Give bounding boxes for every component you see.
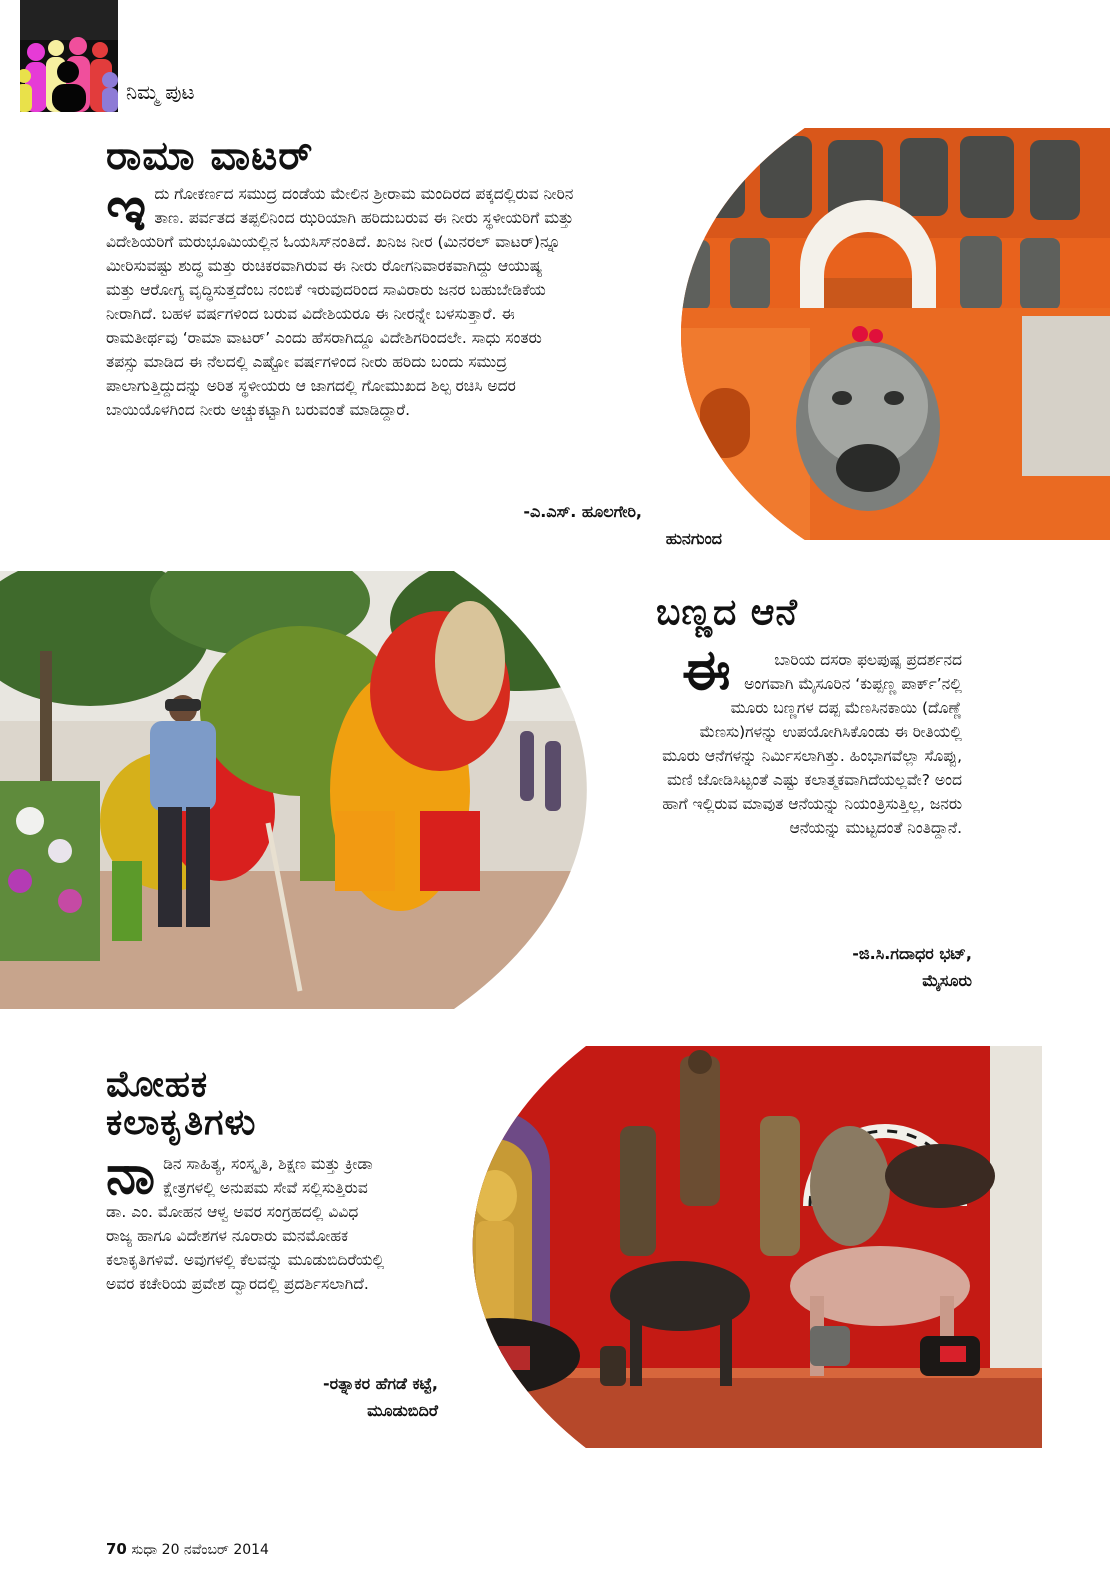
article-title [106,1066,257,1142]
author-place: ಮೂಡುಬಿದಿರೆ [367,1401,438,1420]
page-footer [106,1540,269,1558]
artifacts-display-photo [380,1046,1042,1448]
drop-cap: ನಾ [106,1143,156,1206]
article-title: ಬಣ್ಣದ ಆನೆ [656,592,798,633]
article-body [662,638,962,840]
crowd-silhouette-icon [20,0,118,112]
pepper-elephant-photo [0,571,652,1009]
article-body [106,172,576,422]
article-body [106,1143,386,1296]
drop-cap: ಇ [106,172,147,245]
article-title: ರಾಮಾ ವಾಟರ್ [106,133,314,179]
article-text: ಡಿನ ಸಾಹಿತ್ಯ, ಸಂಸ್ಕೃತಿ, ಶಿಕ್ಷಣ ಮತ್ತು ಕ್ರೀಡಾ ಕ್ಷೇತ್ರಗಳಲ್ಲಿ ಅನುಪಮ ಸೇವೆ ಸಲ್ಲಿಸುತ್ತಿರುವ ಡಾ. ಎಂ. ಮೋಹನ ಆಳ್ವ ಅವರ ಸಂಗ್ರಹದಲ್ಲಿ ವಿವಿಧ ರಾಜ್ಯ ಹಾಗೂ ವಿದೇಶಗಳ ನೂರಾರು ಮನಮೋಹಕ ಕಲಾಕೃತಿಗಳಿವೆ. ಅವುಗಳಲ್ಲಿ ಕೆಲವನ್ನು ಮೂಡುಬಿದಿರೆಯಲ್ಲಿ ಅವರ ಕಚೇರಿಯ ಪ್ರವೇಶ ದ್ವಾರದಲ್ಲಿ ಪ್ರದರ್ಶಿಸಲಾಗಿದೆ. [106,1155,385,1293]
drop-cap: ಈ [682,638,731,703]
section-logo [20,0,118,112]
temple-gomukha-photo [560,128,1110,540]
article-text: ಬಾರಿಯ ದಸರಾ ಫಲಪುಷ್ಪ ಪ್ರದರ್ಶನದ ಅಂಗವಾಗಿ ಮೈಸೂರಿನ ‘ಕುಪ್ಪಣ್ಣ ಪಾರ್ಕ್’ನಲ್ಲಿ ಮೂರು ಬಣ್ಣಗಳ ದಪ್ಪ ಮೆಣಸಿನಕಾಯಿ (ದೊಣ್ಣೆ ಮೆಣಸು)ಗಳನ್ನು ಉಪಯೋಗಿಸಿಕೊಂಡು ಈ ರೀತಿಯಲ್ಲಿ ಮೂರು ಆನೆಗಳನ್ನು ನಿರ್ಮಿಸಲಾಗಿತ್ತು. ಹಿಂಭಾಗವೆಲ್ಲಾ ಸೊಪ್ಪು, ಮಣಿ ಜೋಡಿಸಿಟ್ಟಂತೆ ಎಷ್ಟು ಕಲಾತ್ಮಕವಾಗಿದೆಯಲ್ಲವೇ? ಅಂದ ಹಾಗೆ ಇಲ್ಲಿರುವ ಮಾವುತ ಆನೆಯನ್ನು ನಿಯಂತ್ರಿಸುತ್ತಿಲ್ಲ, ಜನರು ಆನೆಯನ್ನು ಮುಟ್ಟದಂತೆ ನಿಂತಿದ್ದಾನೆ. [662,651,962,837]
author-name: -ಜಿ.ಸಿ.ಗದಾಧರ ಭಟ್, [852,944,972,963]
author-name: -ರತ್ನಾಕರ ಹೆಗಡೆ ಕಟ್ಟೆ, [323,1374,438,1393]
article-title-line: ಮೋಹಕ [106,1064,209,1105]
article-title-line: ಕಲಾಕೃತಿಗಳು [106,1101,257,1143]
author-name: -ಎ.ಎಸ್. ಹೂಲಗೇರಿ, [523,502,642,521]
magazine-name: ಸುಧಾ [131,1542,158,1558]
author-place: ಹುನಗುಂದ [665,529,722,548]
section-label: ನಿಮ್ಮ ಪುಟ [126,80,195,104]
article-byline [523,498,722,552]
article-byline [852,940,972,994]
author-place: ಮೈಸೂರು [922,971,972,990]
article-text: ದು ಗೋಕರ್ಣದ ಸಮುದ್ರ ದಂಡೆಯ ಮೇಲಿನ ಶ್ರೀರಾಮ ಮಂದಿರದ ಪಕ್ಕದಲ್ಲಿರುವ ನೀರಿನ ತಾಣ. ಪರ್ವತದ ತಪ್ಪಲಿನಿಂದ ಝರಿಯಾಗಿ ಹರಿದುಬರುವ ಈ ನೀರು ಸ್ಥಳೀಯರಿಗೆ ಮತ್ತು ವಿದೇಶಿಯರಿಗೆ ಮರುಭೂಮಿಯಲ್ಲಿನ ಓಯಸಿಸ್‌ನಂತಿದೆ. ಖನಿಜ ನೀರ (ಮಿನರಲ್ ವಾಟರ್)ನ್ನೂ ಮೀರಿಸುವಷ್ಟು ಶುದ್ಧ ಮತ್ತು ರುಚಿಕರವಾಗಿರುವ ಈ ನೀರು ರೋಗನಿವಾರಕವಾಗಿದ್ದು ಆಯುಷ್ಯ ಮತ್ತು ಆರೋಗ್ಯ ವೃದ್ಧಿಸುತ್ತದೆಂಬ ನಂಬಿಕೆ ಇರುವುದರಿಂದ ಸಾವಿರಾರು ಜನರ ಬಹುಬೇಡಿಕೆಯ ನೀರಾಗಿದೆ. ಬಹಳ ವರ್ಷಗಳಿಂದ ಬರುವ ವಿದೇಶಿಯರೂ ಈ ನೀರನ್ನೇ ಬಳಸುತ್ತಾರೆ. ಈ ರಾಮತೀರ್ಥವು ‘ರಾಮಾ ವಾಟರ್’ ಎಂದು ಹೆಸರಾಗಿದ್ದೂ ವಿದೇಶಿಗರಿಂದಲೇ. ಸಾಧು ಸಂತರು ತಪಸ್ಸು ಮಾಡಿದ ಈ ನೆಲದಲ್ಲಿ ಎಷ್ಟೋ ವರ್ಷಗಳಿಂದ ನೀರು ಹರಿದು ಬಂದು ಸಮುದ್ರ ಪಾಲಾಗುತ್ತಿದ್ದುದನ್ನು ಅರಿತ ಸ್ಥಳೀಯರು ಆ ಜಾಗದಲ್ಲಿ ಗೋಮುಖದ ಶಿಲ್ಪ ರಚಿಸಿ ಅದರ ಬಾಯಿಯೊಳಗಿಂದ ನೀರು ಅಚ್ಚುಕಟ್ಟಾಗಿ ಬರುವಂತೆ ಮಾಡಿದ್ದಾರೆ. [106,185,574,419]
article-byline [323,1370,438,1424]
issue-date: 20 ನವೆಂಬರ್ 2014 [161,1542,269,1558]
page-number: 70 [106,1540,127,1558]
